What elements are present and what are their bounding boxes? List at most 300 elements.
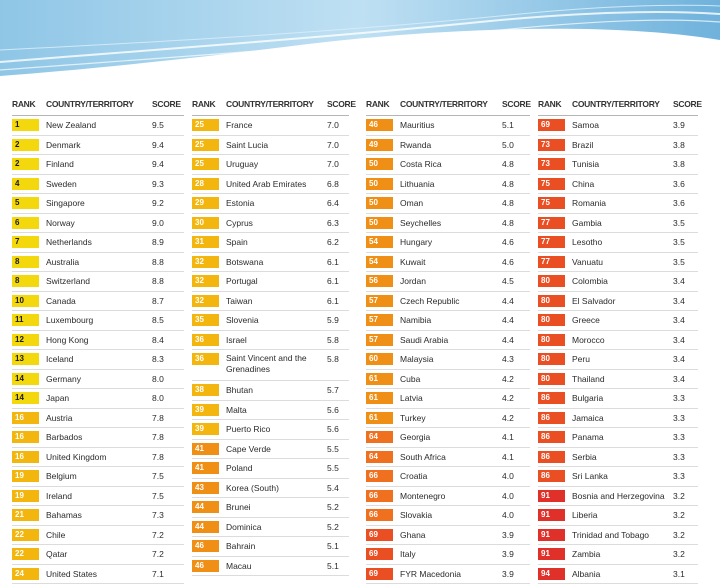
- score-value: 5.4: [327, 482, 339, 494]
- score-value: 6.3: [327, 217, 339, 229]
- score-value: 3.4: [673, 353, 685, 365]
- score-value: 4.6: [502, 236, 514, 248]
- header-score: SCORE: [327, 99, 356, 109]
- table-row: [12, 467, 184, 487]
- table-row: [12, 545, 184, 565]
- rank-badge: 80: [538, 373, 565, 385]
- country-name: Cuba: [400, 373, 420, 385]
- header-rank: RANK: [192, 99, 215, 109]
- table-row: [366, 506, 530, 526]
- header-rank: RANK: [538, 99, 561, 109]
- rank-badge: 69: [366, 568, 393, 580]
- score-value: 3.2: [673, 529, 685, 541]
- rank-badge: 60: [366, 353, 393, 365]
- country-name: Denmark: [46, 139, 80, 151]
- country-name: Oman: [400, 197, 423, 209]
- score-value: 5.6: [327, 423, 339, 435]
- country-name: Serbia: [572, 451, 597, 463]
- score-value: 3.9: [502, 548, 514, 560]
- table-row: [192, 459, 349, 479]
- score-value: 3.2: [673, 509, 685, 521]
- table-row: [366, 194, 530, 214]
- score-value: 4.3: [502, 353, 514, 365]
- table-row: [538, 565, 698, 584]
- header-score: SCORE: [152, 99, 181, 109]
- country-name: Finland: [46, 158, 74, 170]
- table-row: [192, 311, 349, 331]
- country-name: Spain: [226, 236, 248, 248]
- table-row: [538, 292, 698, 312]
- country-name: Hungary: [400, 236, 432, 248]
- table-row: [12, 526, 184, 546]
- score-value: 3.8: [673, 139, 685, 151]
- country-name: Estonia: [226, 197, 254, 209]
- score-value: 6.8: [327, 178, 339, 190]
- country-name: Luxembourg: [46, 314, 93, 326]
- score-value: 4.5: [502, 275, 514, 287]
- country-name: South Africa: [400, 451, 446, 463]
- rank-badge: 61: [366, 412, 393, 424]
- country-name: Poland: [226, 462, 252, 474]
- country-name: Gambia: [572, 217, 602, 229]
- country-name: Ireland: [46, 490, 72, 502]
- score-value: 7.8: [152, 451, 164, 463]
- banner-swoosh-graphic: [0, 0, 720, 80]
- rank-badge: 32: [192, 295, 219, 307]
- country-name: Bulgaria: [572, 392, 603, 404]
- table-row: [192, 136, 349, 156]
- header-country: COUNTRY/TERRITORY: [572, 99, 660, 109]
- country-name: China: [572, 178, 594, 190]
- country-name: Mauritius: [400, 119, 434, 131]
- table-row: [192, 233, 349, 253]
- score-value: 8.7: [152, 295, 164, 307]
- score-value: 4.1: [502, 451, 514, 463]
- rank-badge: 30: [192, 217, 219, 229]
- score-value: 4.8: [502, 178, 514, 190]
- country-name: FYR Macedonia: [400, 568, 461, 580]
- table-row: [192, 155, 349, 175]
- country-name: Vanuatu: [572, 256, 603, 268]
- rank-badge: 91: [538, 490, 565, 502]
- country-name: Croatia: [400, 470, 427, 482]
- rank-badge: 57: [366, 295, 393, 307]
- country-name: Saint Vincent and the Grenadines: [226, 353, 336, 375]
- score-value: 3.3: [673, 412, 685, 424]
- table-row: [538, 233, 698, 253]
- rank-badge: 44: [192, 521, 219, 533]
- score-value: 8.8: [152, 275, 164, 287]
- rank-badge: 4: [12, 178, 39, 190]
- table-row: [12, 116, 184, 136]
- score-value: 4.4: [502, 314, 514, 326]
- country-name: Greece: [572, 314, 600, 326]
- score-value: 8.3: [152, 353, 164, 365]
- country-name: El Salvador: [572, 295, 615, 307]
- table-row: [12, 214, 184, 234]
- table-row: [12, 487, 184, 507]
- score-value: 9.5: [152, 119, 164, 131]
- table-row: [366, 526, 530, 546]
- rank-badge: 77: [538, 217, 565, 229]
- score-value: 8.8: [152, 256, 164, 268]
- score-value: 4.2: [502, 392, 514, 404]
- country-name: Italy: [400, 548, 416, 560]
- rank-badge: 7: [12, 236, 39, 248]
- rank-badge: 80: [538, 353, 565, 365]
- rank-badge: 41: [192, 462, 219, 474]
- table-row: [366, 467, 530, 487]
- table-row: [192, 557, 349, 577]
- table-row: [366, 155, 530, 175]
- rank-badge: 91: [538, 548, 565, 560]
- country-name: Brazil: [572, 139, 593, 151]
- score-value: 8.5: [152, 314, 164, 326]
- country-name: Sweden: [46, 178, 77, 190]
- rank-badge: 91: [538, 509, 565, 521]
- score-value: 5.8: [327, 334, 339, 346]
- score-value: 4.8: [502, 197, 514, 209]
- score-value: 8.0: [152, 392, 164, 404]
- table-row: [538, 409, 698, 429]
- country-name: Samoa: [572, 119, 599, 131]
- rank-badge: 61: [366, 392, 393, 404]
- table-row: [538, 155, 698, 175]
- score-value: 4.4: [502, 334, 514, 346]
- rank-badge: 2: [12, 139, 39, 151]
- rank-badge: 2: [12, 158, 39, 170]
- score-value: 3.4: [673, 334, 685, 346]
- table-row: [366, 116, 530, 136]
- score-value: 9.4: [152, 158, 164, 170]
- score-value: 5.1: [502, 119, 514, 131]
- rank-badge: 21: [12, 509, 39, 521]
- rank-badge: 80: [538, 314, 565, 326]
- score-value: 3.3: [673, 470, 685, 482]
- rank-badge: 13: [12, 353, 39, 365]
- rank-badge: 22: [12, 529, 39, 541]
- table-row: [192, 381, 349, 401]
- rank-badge: 32: [192, 275, 219, 287]
- country-name: Taiwan: [226, 295, 252, 307]
- rank-badge: 35: [192, 314, 219, 326]
- rank-badge: 46: [192, 560, 219, 572]
- table-row: [366, 350, 530, 370]
- rank-badge: 14: [12, 373, 39, 385]
- score-value: 7.5: [152, 470, 164, 482]
- rank-badge: 24: [12, 568, 39, 580]
- table-row: [192, 175, 349, 195]
- table-row: [366, 370, 530, 390]
- score-value: 7.0: [327, 139, 339, 151]
- table-row: [366, 487, 530, 507]
- score-value: 3.5: [673, 236, 685, 248]
- country-name: Israel: [226, 334, 247, 346]
- table-column: [538, 95, 698, 584]
- rank-badge: 49: [366, 139, 393, 151]
- score-value: 7.1: [152, 568, 164, 580]
- country-name: Albania: [572, 568, 600, 580]
- score-value: 3.2: [673, 490, 685, 502]
- score-value: 3.1: [673, 568, 685, 580]
- country-name: Cape Verde: [226, 443, 271, 455]
- table-row: [12, 331, 184, 351]
- country-name: Belgium: [46, 470, 77, 482]
- table-row: [192, 440, 349, 460]
- score-value: 7.8: [152, 412, 164, 424]
- score-value: 9.0: [152, 217, 164, 229]
- country-name: Bhutan: [226, 384, 253, 396]
- score-value: 9.4: [152, 139, 164, 151]
- score-value: 7.8: [152, 431, 164, 443]
- table-row: [538, 487, 698, 507]
- score-value: 4.8: [502, 217, 514, 229]
- table-column: [12, 95, 184, 584]
- country-name: Zambia: [572, 548, 600, 560]
- table-row: [12, 409, 184, 429]
- country-name: Brunei: [226, 501, 251, 513]
- table-row: [192, 116, 349, 136]
- rank-badge: 86: [538, 470, 565, 482]
- rank-badge: 32: [192, 256, 219, 268]
- table-row: [538, 311, 698, 331]
- score-value: 3.6: [673, 197, 685, 209]
- score-value: 7.2: [152, 529, 164, 541]
- table-row: [12, 370, 184, 390]
- rank-badge: 8: [12, 256, 39, 268]
- country-name: Georgia: [400, 431, 430, 443]
- country-name: Saint Lucia: [226, 139, 268, 151]
- table-row: [12, 233, 184, 253]
- table-row: [538, 194, 698, 214]
- rank-badge: 64: [366, 451, 393, 463]
- score-value: 3.9: [502, 529, 514, 541]
- rank-badge: 86: [538, 412, 565, 424]
- country-name: Dominica: [226, 521, 261, 533]
- rank-badge: 41: [192, 443, 219, 455]
- table-row: [366, 545, 530, 565]
- rank-badge: 25: [192, 119, 219, 131]
- score-value: 4.6: [502, 256, 514, 268]
- country-name: Jordan: [400, 275, 426, 287]
- score-value: 4.0: [502, 490, 514, 502]
- rank-badge: 86: [538, 431, 565, 443]
- country-name: Bosnia and Herzegovina: [572, 490, 665, 502]
- rank-badge: 28: [192, 178, 219, 190]
- rank-badge: 19: [12, 470, 39, 482]
- country-name: Peru: [572, 353, 590, 365]
- table-row: [538, 136, 698, 156]
- rank-badge: 31: [192, 236, 219, 248]
- country-name: Sri Lanka: [572, 470, 608, 482]
- score-value: 3.4: [673, 275, 685, 287]
- country-name: Ghana: [400, 529, 426, 541]
- country-name: Australia: [46, 256, 79, 268]
- rank-badge: 73: [538, 139, 565, 151]
- rank-badge: 36: [192, 353, 219, 365]
- table-row: [538, 253, 698, 273]
- rank-badge: 64: [366, 431, 393, 443]
- country-name: Namibia: [400, 314, 431, 326]
- table-row: [12, 194, 184, 214]
- score-value: 6.1: [327, 256, 339, 268]
- score-value: 5.2: [327, 521, 339, 533]
- rank-badge: 54: [366, 256, 393, 268]
- header-rank: RANK: [12, 99, 35, 109]
- score-value: 7.3: [152, 509, 164, 521]
- score-value: 4.1: [502, 431, 514, 443]
- country-name: Korea (South): [226, 482, 279, 494]
- table-header: [538, 95, 698, 116]
- rank-badge: 22: [12, 548, 39, 560]
- table-row: [366, 448, 530, 468]
- rank-badge: 39: [192, 423, 219, 435]
- rank-badge: 19: [12, 490, 39, 502]
- score-value: 6.2: [327, 236, 339, 248]
- rank-badge: 25: [192, 139, 219, 151]
- rank-badge: 86: [538, 392, 565, 404]
- rank-badge: 77: [538, 256, 565, 268]
- score-value: 3.6: [673, 178, 685, 190]
- table-row: [366, 272, 530, 292]
- rank-badge: 69: [538, 119, 565, 131]
- country-name: Canada: [46, 295, 76, 307]
- table-row: [12, 253, 184, 273]
- table-row: [192, 518, 349, 538]
- country-name: Austria: [46, 412, 72, 424]
- table-row: [366, 565, 530, 584]
- header-country: COUNTRY/TERRITORY: [400, 99, 488, 109]
- country-name: Bahamas: [46, 509, 82, 521]
- score-value: 3.2: [673, 548, 685, 560]
- country-name: United States: [46, 568, 97, 580]
- rank-badge: 6: [12, 217, 39, 229]
- table-column: [366, 95, 530, 584]
- country-name: Czech Republic: [400, 295, 460, 307]
- table-row: [366, 253, 530, 273]
- rank-badge: 16: [12, 451, 39, 463]
- table-row: [12, 175, 184, 195]
- table-column: [192, 95, 349, 576]
- country-name: Portugal: [226, 275, 258, 287]
- header-country: COUNTRY/TERRITORY: [46, 99, 134, 109]
- country-name: Slovakia: [400, 509, 432, 521]
- decorative-banner: [0, 0, 720, 80]
- table-row: [366, 331, 530, 351]
- score-value: 6.1: [327, 275, 339, 287]
- table-row: [12, 389, 184, 409]
- rank-badge: 75: [538, 178, 565, 190]
- table-row: [192, 420, 349, 440]
- rank-badge: 56: [366, 275, 393, 287]
- score-value: 7.2: [152, 548, 164, 560]
- score-value: 3.3: [673, 392, 685, 404]
- rank-badge: 16: [12, 431, 39, 443]
- country-name: Norway: [46, 217, 75, 229]
- country-name: United Kingdom: [46, 451, 106, 463]
- country-name: Seychelles: [400, 217, 441, 229]
- rank-badge: 57: [366, 334, 393, 346]
- rank-badge: 61: [366, 373, 393, 385]
- country-name: France: [226, 119, 252, 131]
- score-value: 4.2: [502, 373, 514, 385]
- country-name: Colombia: [572, 275, 608, 287]
- header-rank: RANK: [366, 99, 389, 109]
- country-name: Switzerland: [46, 275, 90, 287]
- country-name: Puerto Rico: [226, 423, 270, 435]
- table-row: [12, 272, 184, 292]
- rank-badge: 29: [192, 197, 219, 209]
- rank-badge: 46: [192, 540, 219, 552]
- score-value: 5.5: [327, 462, 339, 474]
- header-score: SCORE: [673, 99, 702, 109]
- table-row: [192, 479, 349, 499]
- table-row: [192, 272, 349, 292]
- rank-badge: 50: [366, 197, 393, 209]
- score-value: 4.0: [502, 509, 514, 521]
- table-row: [538, 389, 698, 409]
- header-country: COUNTRY/TERRITORY: [226, 99, 314, 109]
- score-value: 5.1: [327, 560, 339, 572]
- table-row: [538, 526, 698, 546]
- table-row: [12, 155, 184, 175]
- rank-badge: 57: [366, 314, 393, 326]
- rank-badge: 12: [12, 334, 39, 346]
- table-row: [538, 506, 698, 526]
- table-header: [192, 95, 349, 116]
- table-row: [538, 448, 698, 468]
- table-row: [538, 272, 698, 292]
- score-value: 3.9: [502, 568, 514, 580]
- table-row: [12, 448, 184, 468]
- rank-badge: 80: [538, 295, 565, 307]
- country-name: Saudi Arabia: [400, 334, 448, 346]
- table-row: [12, 136, 184, 156]
- country-name: Bahrain: [226, 540, 255, 552]
- rank-badge: 69: [366, 548, 393, 560]
- score-value: 3.3: [673, 431, 685, 443]
- table-row: [366, 175, 530, 195]
- country-name: New Zealand: [46, 119, 96, 131]
- rank-badge: 75: [538, 197, 565, 209]
- rank-badge: 5: [12, 197, 39, 209]
- country-name: Malta: [226, 404, 247, 416]
- country-name: Lithuania: [400, 178, 435, 190]
- table-row: [192, 292, 349, 312]
- table-row: [192, 331, 349, 351]
- rank-badge: 73: [538, 158, 565, 170]
- rank-badge: 50: [366, 178, 393, 190]
- country-name: Hong Kong: [46, 334, 89, 346]
- score-value: 3.5: [673, 217, 685, 229]
- rank-badge: 91: [538, 529, 565, 541]
- country-name: Uruguay: [226, 158, 258, 170]
- country-name: Turkey: [400, 412, 426, 424]
- country-name: Costa Rica: [400, 158, 442, 170]
- country-name: Rwanda: [400, 139, 431, 151]
- table-row: [366, 233, 530, 253]
- score-value: 7.0: [327, 158, 339, 170]
- country-name: Montenegro: [400, 490, 445, 502]
- table-row: [538, 331, 698, 351]
- table-row: [366, 292, 530, 312]
- score-value: 5.6: [327, 404, 339, 416]
- rank-badge: 80: [538, 334, 565, 346]
- country-name: Morocco: [572, 334, 605, 346]
- country-name: Trinidad and Tobago: [572, 529, 649, 541]
- rank-badge: 69: [366, 529, 393, 541]
- score-value: 9.3: [152, 178, 164, 190]
